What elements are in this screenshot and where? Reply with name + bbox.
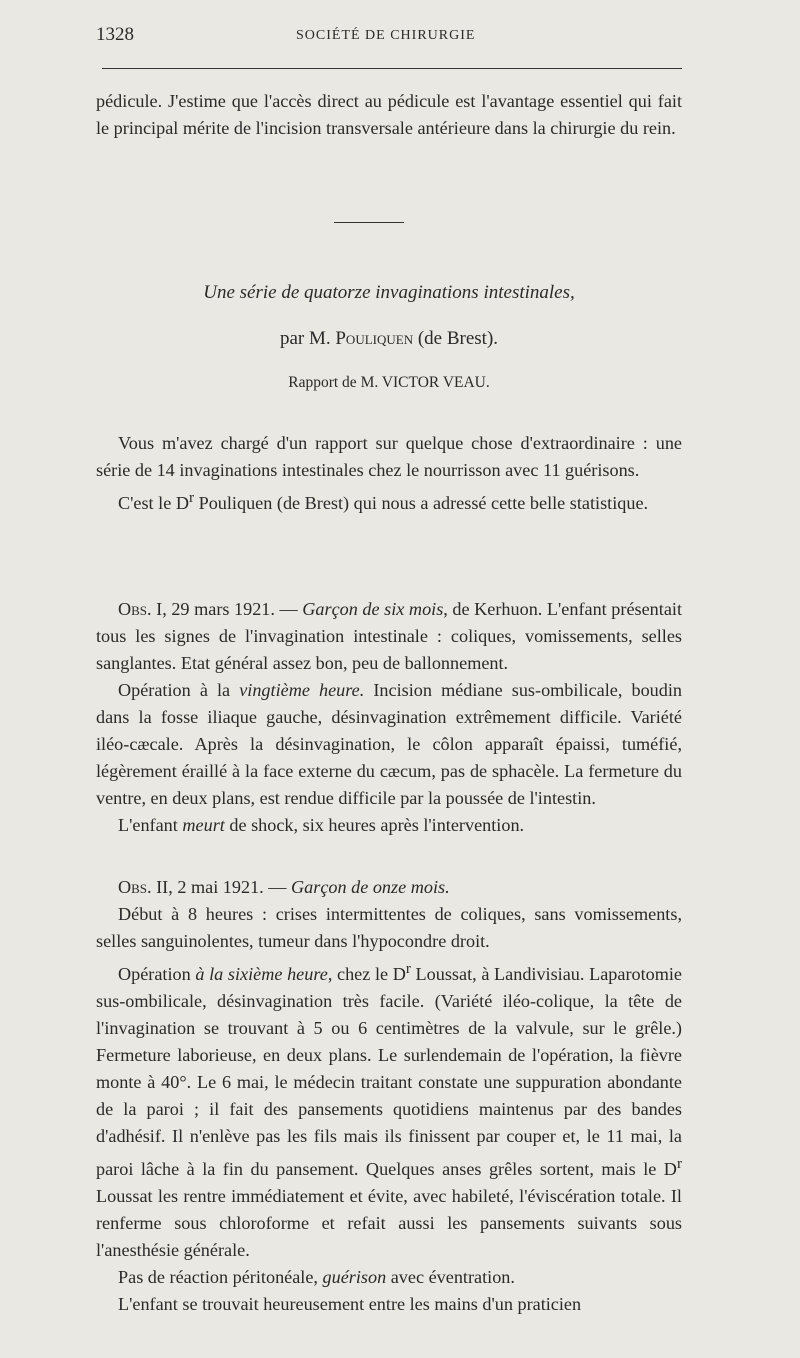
intro-p2-sup: r	[188, 489, 195, 506]
obs2-label: Obs. II,	[118, 877, 173, 897]
obs2-p3-em: guérison	[322, 1267, 387, 1288]
intro-paragraph-1: Vous m'avez chargé d'un rapport sur quelque chose d'extraordinaire : une série de 14 invaginations intestinales chez le nourrisson avec 11 guérisons.	[96, 433, 682, 480]
obs2-p2-sup2: r	[676, 1155, 682, 1173]
obs2-p3-a: Pas de réaction péritonéale,	[118, 1267, 323, 1288]
observation-2	[96, 874, 682, 1318]
obs1-paragraph-2	[96, 677, 682, 812]
obs2-p2-sup1: r	[405, 960, 411, 977]
article-title: Une série de quatorze invaginations intestinales,	[203, 282, 575, 303]
intro-paragraph-2	[96, 484, 682, 517]
intro-p2-a: C'est le D	[118, 493, 189, 514]
obs1-label: Obs. I,	[118, 599, 167, 619]
author-suffix: (de Brest).	[417, 328, 499, 349]
obs1-p2-em: vingtième heure.	[239, 680, 365, 700]
obs1-p3-b: de shock, six heures après l'intervention.	[224, 815, 525, 835]
obs2-p3-b: avec éventration.	[386, 1267, 515, 1288]
observation-1	[96, 596, 682, 839]
obs2-paragraph-1: Début à 8 heures : crises intermittentes de coliques, sans vomissements, selles sanguinolentes, tumeur dans l'hypocondre droit.	[96, 904, 682, 951]
author-prefix: par M.	[279, 328, 331, 349]
running-head	[96, 24, 682, 54]
obs2-title: Garçon de onze mois.	[291, 877, 450, 897]
continuation-paragraph: pédicule. J'estime que l'accès direct au pédicule est l'avantage essentiel qui fait le principal mérite de l'incision transversale antérieure dans la chirurgie du rein.	[96, 91, 682, 138]
obs1-p3-a: L'enfant	[118, 815, 183, 835]
obs2-p2-d: Loussat les rentre immédiatement et évite, avec habileté, l'éviscération totale. Il renferme sous chloroforme et refait aussi les pansements suivants sous l'anesthésie générale.	[96, 1186, 682, 1261]
obs1-paragraph-1	[96, 596, 682, 677]
intro-section	[96, 430, 682, 517]
obs2-paragraph-3	[96, 1264, 682, 1291]
intro-p2-b: Pouliquen (de Brest) qui nous a adressé cette belle statistique.	[194, 493, 649, 514]
obs1-p2-b: Incision médiane sus-ombilicale, boudin dans la fosse iliaque gauche, désinvagination extrêmement difficile. Variété iléo-cæcale. Après la désinvagination, le côlon apparaît épaissi, tuméfié, légèrement éraillé à la face externe du cæcum, pas de sphacèle. La fermeture du ventre, en deux plans, est rendue difficile par la poussée de l'intestin.	[96, 680, 682, 808]
obs1-paragraph-3	[96, 812, 682, 839]
header-rule	[102, 68, 682, 69]
obs1-title: Garçon de six mois	[302, 599, 444, 619]
page-number: 1328	[96, 24, 134, 45]
obs1-p2-a: Opération à la	[118, 680, 240, 700]
obs2-paragraph-4: L'enfant se trouvait heureusement entre les mains d'un praticien	[118, 1294, 582, 1315]
obs2-p2-b: , chez le D	[327, 964, 406, 985]
article-author	[96, 328, 682, 350]
obs2-p2-a: Opération	[118, 964, 196, 985]
obs1-rest: , de Kerhuon. L'enfant présentait tous les signes de l'invagination intestinale : coliques, vomissements, selles sanglantes. Etat général assez bon, peu de ballonnement.	[96, 599, 683, 673]
obs2-heading	[96, 874, 682, 901]
rapport-line: Rapport de M. VICTOR VEAU.	[288, 374, 490, 391]
obs1-date: 29 mars 1921. —	[166, 599, 303, 619]
obs2-paragraph-2	[96, 955, 682, 1264]
obs2-p2-c: Loussat, à Landivisiau. Laparotomie sus-ombilicale, désinvagination très facile. (Variété iléo-colique, la tête de l'invagination se trouvant à 5 ou 6 centimètres de la valvule, sur le grêle.) Fermeture laborieuse, en deux plans. Le surlendemain de l'opération, la fièvre monte à 40°. Le 6 mai, le médecin traitant constate une suppuration abondante de la paroi ; il fait des pansements quotidiens maintenus par des bandes d'adhésif. Il n'enlève pas les fils mais ils finissent par couper et, le 11 mai, la paroi lâche à la fin du pansement. Quelques anses grêles sortent, mais le D	[96, 964, 683, 1180]
author-name: Pouliquen	[335, 328, 414, 349]
section-divider	[334, 222, 404, 223]
obs2-date: 2 mai 1921. —	[172, 877, 292, 897]
journal-title: SOCIÉTÉ DE CHIRURGIE	[296, 28, 476, 43]
obs2-p2-em: à la sixième heure	[195, 964, 328, 985]
obs1-p3-em: meurt	[182, 815, 225, 835]
